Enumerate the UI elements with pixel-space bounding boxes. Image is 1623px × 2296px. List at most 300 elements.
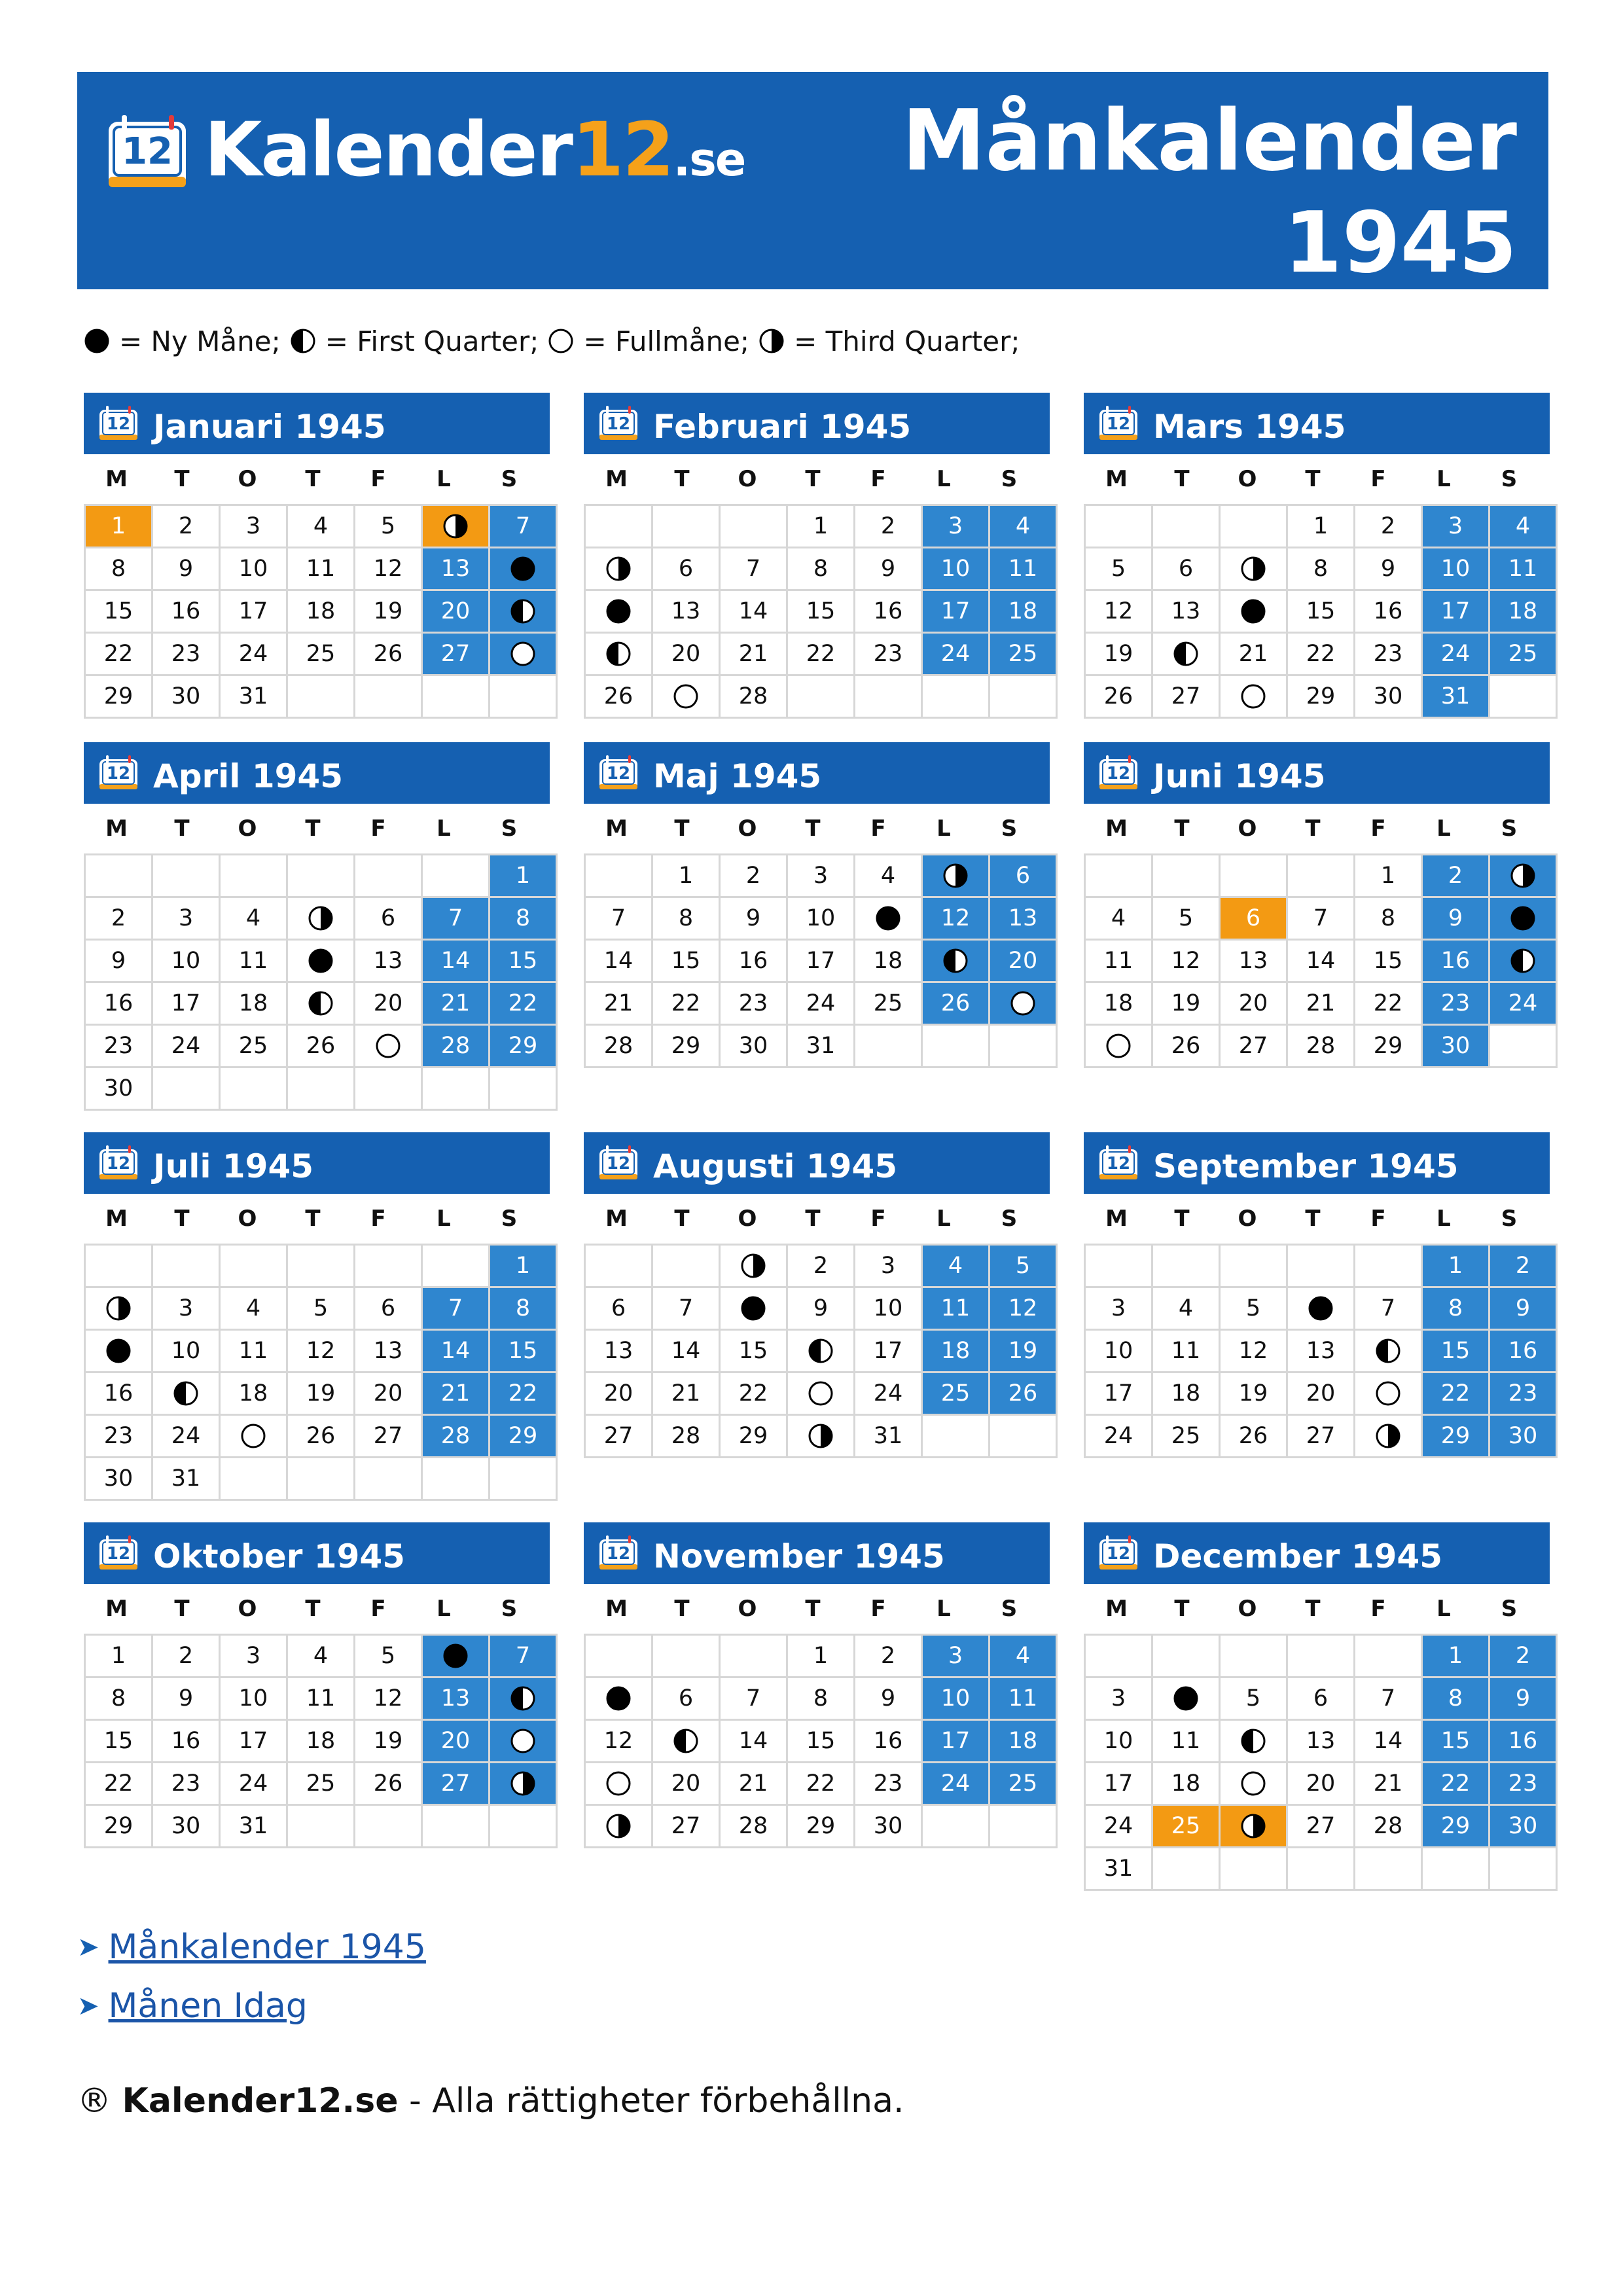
day-number: 2 <box>178 1643 194 1669</box>
third-quarter-icon <box>740 1253 766 1279</box>
weekday-label: L <box>936 816 951 842</box>
day-cell <box>1152 1372 1220 1415</box>
day-number: 7 <box>1380 1295 1396 1321</box>
day-cell <box>1489 505 1557 548</box>
new-moon-icon <box>510 556 536 582</box>
day-number: 11 <box>1008 1685 1038 1712</box>
weekday-label: M <box>105 1596 128 1622</box>
day-number: 16 <box>103 990 134 1016</box>
month-day-grid <box>84 1634 558 1848</box>
weekday-label: T <box>1174 1596 1190 1622</box>
day-number: 15 <box>1440 1338 1471 1364</box>
empty-day-cell <box>1355 1245 1422 1287</box>
day-number: 12 <box>373 556 403 582</box>
weekday-label: M <box>605 466 628 492</box>
day-cell <box>720 982 787 1025</box>
month-calendar <box>1084 1132 1550 1458</box>
week-row <box>585 1287 1057 1330</box>
calendar-icon <box>598 755 639 791</box>
day-number: 2 <box>880 513 896 539</box>
week-row <box>1085 633 1557 675</box>
day-cell <box>1287 897 1355 940</box>
day-number: 7 <box>678 1295 694 1321</box>
day-number: 29 <box>738 1423 768 1449</box>
day-cell <box>787 633 855 675</box>
empty-day-cell <box>422 1245 490 1287</box>
day-cell <box>287 1287 355 1330</box>
day-cell <box>652 940 720 982</box>
week-row <box>585 940 1057 982</box>
day-number: 22 <box>1306 641 1336 667</box>
moon-phase-cell <box>152 1372 220 1415</box>
footer-text: - Alla rättigheter förbehållna. <box>409 2081 904 2121</box>
day-number: 3 <box>1448 513 1463 539</box>
day-number: 4 <box>1111 905 1126 931</box>
day-number: 30 <box>1508 1423 1538 1449</box>
month-calendar <box>584 742 1050 1068</box>
empty-day-cell <box>1085 505 1152 548</box>
day-number: 1 <box>111 513 126 539</box>
empty-day-cell <box>1355 1635 1422 1677</box>
day-number: 27 <box>1306 1423 1336 1449</box>
week-row <box>85 675 557 718</box>
weekday-label: T <box>805 466 821 492</box>
day-number: 28 <box>440 1033 471 1059</box>
day-cell <box>585 982 652 1025</box>
day-number: 27 <box>373 1423 403 1449</box>
day-number: 20 <box>603 1380 633 1407</box>
moon-phase-cell <box>585 633 652 675</box>
moon-phase-cell <box>220 1415 287 1458</box>
day-number: 26 <box>1171 1033 1201 1059</box>
month-day-grid <box>584 1244 1058 1458</box>
first-quarter-icon <box>605 641 632 667</box>
day-number: 21 <box>1238 641 1268 667</box>
day-cell <box>990 940 1057 982</box>
week-row <box>1085 1720 1557 1763</box>
day-cell <box>220 1805 287 1848</box>
day-number: 15 <box>508 1338 538 1364</box>
empty-day-cell <box>85 1245 152 1287</box>
empty-day-cell <box>855 675 922 718</box>
day-cell <box>85 940 152 982</box>
day-cell <box>287 1720 355 1763</box>
day-number: 27 <box>1171 683 1201 709</box>
month-calendar <box>584 393 1050 719</box>
day-cell <box>152 1720 220 1763</box>
day-number: 19 <box>1238 1380 1268 1407</box>
empty-day-cell <box>855 1025 922 1067</box>
day-number: 17 <box>1103 1770 1133 1797</box>
day-cell <box>1085 982 1152 1025</box>
day-cell <box>922 1677 990 1720</box>
day-cell <box>220 1720 287 1763</box>
third-quarter-icon <box>442 513 469 539</box>
day-number: 10 <box>806 905 836 931</box>
month-header <box>84 1132 550 1194</box>
day-cell <box>1422 1245 1489 1287</box>
empty-day-cell <box>1355 1848 1422 1890</box>
day-number: 29 <box>1440 1813 1471 1839</box>
day-number: 22 <box>1440 1770 1471 1797</box>
day-number: 9 <box>880 556 896 582</box>
day-cell <box>652 1415 720 1458</box>
empty-day-cell <box>287 855 355 897</box>
day-cell <box>220 505 287 548</box>
day-cell <box>1287 505 1355 548</box>
day-cell <box>85 1458 152 1500</box>
day-cell <box>422 548 490 590</box>
month-header <box>84 742 550 804</box>
day-cell <box>990 1245 1057 1287</box>
day-cell <box>855 548 922 590</box>
legend-item <box>548 325 758 357</box>
moon-phase-cell <box>990 982 1057 1025</box>
day-number: 1 <box>111 1643 126 1669</box>
calendar-logo-icon <box>106 115 190 190</box>
day-cell <box>922 1763 990 1805</box>
moon-phase-cell <box>787 1415 855 1458</box>
day-number: 17 <box>1103 1380 1133 1407</box>
first-quarter-icon <box>290 328 316 354</box>
day-number: 14 <box>1373 1728 1403 1754</box>
day-number: 7 <box>448 1295 463 1321</box>
day-number: 8 <box>1448 1295 1463 1321</box>
day-cell <box>990 1677 1057 1720</box>
day-number: 25 <box>1508 641 1538 667</box>
empty-day-cell <box>1085 1245 1152 1287</box>
day-cell <box>1422 1372 1489 1415</box>
first-quarter-icon <box>510 1685 536 1712</box>
link-mankalender[interactable]: Månkalender 1945 <box>108 1928 426 1967</box>
day-cell <box>1287 590 1355 633</box>
day-number: 4 <box>245 1295 261 1321</box>
day-number: 25 <box>306 641 336 667</box>
day-number: 12 <box>1171 948 1201 974</box>
day-number: 3 <box>1111 1295 1126 1321</box>
day-number: 5 <box>313 1295 329 1321</box>
moon-phase-cell <box>490 633 557 675</box>
month-header <box>84 393 550 454</box>
day-cell <box>1489 982 1557 1025</box>
day-number: 23 <box>1373 641 1403 667</box>
day-number: 18 <box>1171 1770 1201 1797</box>
empty-day-cell <box>585 505 652 548</box>
month-calendar <box>584 1132 1050 1458</box>
day-cell <box>152 897 220 940</box>
month-title: Oktober 1945 <box>153 1537 405 1575</box>
empty-day-cell <box>1152 1635 1220 1677</box>
moon-phase-cell <box>585 1763 652 1805</box>
day-number: 13 <box>373 1338 403 1364</box>
day-cell <box>1287 1330 1355 1372</box>
weekday-label: T <box>174 1596 190 1622</box>
day-cell <box>720 1805 787 1848</box>
day-number: 18 <box>1008 598 1038 624</box>
link-manen-idag[interactable]: Månen Idag <box>108 1986 308 2026</box>
day-number: 20 <box>440 1728 471 1754</box>
day-cell <box>1152 982 1220 1025</box>
month-day-grid <box>584 1634 1058 1848</box>
weekday-label: O <box>1238 1206 1257 1232</box>
month-day-grid <box>84 1244 558 1501</box>
moon-phase-cell <box>855 897 922 940</box>
weekday-label: F <box>1370 1596 1386 1622</box>
day-cell <box>355 548 422 590</box>
day-cell <box>1489 1372 1557 1415</box>
moon-phase-cell <box>287 897 355 940</box>
weekday-label: S <box>1001 1596 1018 1622</box>
empty-day-cell <box>1287 1848 1355 1890</box>
day-number: 1 <box>515 1253 531 1279</box>
day-cell <box>1085 1848 1152 1890</box>
day-cell <box>1287 1415 1355 1458</box>
calendar-icon <box>598 1145 639 1181</box>
day-cell <box>1489 1287 1557 1330</box>
day-cell <box>1085 1805 1152 1848</box>
day-number: 14 <box>440 1338 471 1364</box>
day-number: 24 <box>238 641 268 667</box>
day-number: 30 <box>1440 1033 1471 1059</box>
weekday-label: O <box>738 1206 757 1232</box>
day-number: 23 <box>873 1770 903 1797</box>
day-cell <box>85 897 152 940</box>
day-cell <box>1422 940 1489 982</box>
day-number: 5 <box>1111 556 1126 582</box>
day-number: 13 <box>671 598 701 624</box>
day-number: 28 <box>671 1423 701 1449</box>
new-moon-icon <box>1308 1295 1334 1321</box>
day-cell <box>1152 548 1220 590</box>
new-moon-icon <box>605 598 632 624</box>
day-number: 31 <box>873 1423 903 1449</box>
day-cell <box>287 1372 355 1415</box>
day-number: 17 <box>873 1338 903 1364</box>
day-number: 2 <box>745 863 761 889</box>
day-number: 13 <box>440 556 471 582</box>
day-cell <box>787 590 855 633</box>
day-number: 18 <box>306 598 336 624</box>
week-row <box>1085 982 1557 1025</box>
day-cell <box>1489 590 1557 633</box>
week-row <box>85 1025 557 1067</box>
empty-day-cell <box>287 1245 355 1287</box>
empty-day-cell <box>1085 855 1152 897</box>
weekday-label: O <box>238 1206 257 1232</box>
moon-phase-cell <box>1152 633 1220 675</box>
svg-text:12: 12 <box>1106 764 1131 783</box>
week-row <box>585 633 1057 675</box>
weekday-label: L <box>936 1596 951 1622</box>
month-header <box>1084 1132 1550 1194</box>
week-row <box>85 1677 557 1720</box>
empty-day-cell <box>355 1245 422 1287</box>
day-number: 10 <box>171 1338 201 1364</box>
day-cell <box>1152 1415 1220 1458</box>
day-cell <box>1422 897 1489 940</box>
month-title: Juni 1945 <box>1153 757 1326 795</box>
day-cell <box>422 940 490 982</box>
first-quarter-icon <box>308 990 334 1016</box>
third-quarter-icon <box>605 1813 632 1839</box>
day-cell <box>220 897 287 940</box>
day-cell <box>85 505 152 548</box>
month-icon-wrap <box>1098 1145 1139 1183</box>
day-cell <box>855 1805 922 1848</box>
day-cell <box>490 982 557 1025</box>
day-cell <box>422 633 490 675</box>
weekday-label: L <box>437 466 451 492</box>
day-cell <box>922 548 990 590</box>
day-number: 28 <box>1373 1813 1403 1839</box>
day-cell <box>720 897 787 940</box>
day-number: 18 <box>1508 598 1538 624</box>
day-number: 7 <box>515 513 531 539</box>
moon-phase-cell <box>1489 940 1557 982</box>
day-number: 24 <box>1440 641 1471 667</box>
day-number: 9 <box>1515 1685 1531 1712</box>
day-number: 7 <box>745 1685 761 1712</box>
day-cell <box>990 855 1057 897</box>
day-cell <box>585 1372 652 1415</box>
calendar-icon <box>1098 755 1139 791</box>
day-number: 15 <box>103 1728 134 1754</box>
day-cell <box>855 1330 922 1372</box>
day-cell <box>85 675 152 718</box>
day-number: 5 <box>380 513 396 539</box>
day-cell <box>152 505 220 548</box>
weekday-label: O <box>1238 466 1257 492</box>
day-cell <box>355 633 422 675</box>
day-number: 14 <box>603 948 633 974</box>
month-title: Februari 1945 <box>653 408 912 446</box>
day-cell <box>855 505 922 548</box>
full-moon-icon <box>1010 990 1036 1016</box>
weekday-header-row <box>84 804 542 853</box>
day-cell <box>85 590 152 633</box>
month-icon-wrap <box>98 406 139 444</box>
day-number: 21 <box>671 1380 701 1407</box>
day-number: 31 <box>806 1033 836 1059</box>
week-row <box>585 590 1057 633</box>
empty-day-cell <box>152 855 220 897</box>
day-cell <box>855 1415 922 1458</box>
day-cell <box>1422 1763 1489 1805</box>
day-number: 21 <box>738 641 768 667</box>
new-moon-icon <box>1240 598 1266 624</box>
day-number: 22 <box>1440 1380 1471 1407</box>
day-number: 24 <box>171 1033 201 1059</box>
empty-day-cell <box>922 675 990 718</box>
day-cell <box>287 1025 355 1067</box>
day-number: 27 <box>603 1423 633 1449</box>
day-cell <box>422 1415 490 1458</box>
day-cell <box>85 1025 152 1067</box>
weekday-label: M <box>605 816 628 842</box>
day-number: 6 <box>678 556 694 582</box>
moon-phase-cell <box>490 548 557 590</box>
month-icon-wrap <box>598 1535 639 1573</box>
full-moon-icon <box>510 1728 536 1754</box>
day-number: 7 <box>1380 1685 1396 1712</box>
day-number: 31 <box>238 683 268 709</box>
month-title: Augusti 1945 <box>653 1147 898 1185</box>
empty-day-cell <box>1220 505 1287 548</box>
moon-phase-cell <box>422 1635 490 1677</box>
day-number: 20 <box>1306 1380 1336 1407</box>
day-cell <box>152 1635 220 1677</box>
weekday-header-row <box>84 454 542 504</box>
day-number: 12 <box>1008 1295 1038 1321</box>
day-cell <box>585 897 652 940</box>
day-cell <box>422 982 490 1025</box>
day-cell <box>1287 1720 1355 1763</box>
day-number: 30 <box>171 683 201 709</box>
day-number: 2 <box>1515 1253 1531 1279</box>
day-number: 26 <box>306 1033 336 1059</box>
week-row <box>585 1372 1057 1415</box>
day-cell <box>1085 633 1152 675</box>
month-title: Mars 1945 <box>1153 408 1346 446</box>
day-cell <box>220 1287 287 1330</box>
first-quarter-icon <box>808 1338 834 1364</box>
day-number: 16 <box>103 1380 134 1407</box>
svg-text:12: 12 <box>122 130 173 173</box>
day-cell <box>1220 1287 1287 1330</box>
calendar-icon <box>98 755 139 791</box>
day-cell <box>990 1287 1057 1330</box>
day-number: 5 <box>1015 1253 1031 1279</box>
day-cell <box>1355 940 1422 982</box>
empty-day-cell <box>652 1635 720 1677</box>
day-number: 10 <box>940 556 971 582</box>
day-cell <box>1489 1330 1557 1372</box>
day-cell <box>220 1330 287 1372</box>
day-number: 26 <box>1008 1380 1038 1407</box>
week-row <box>1085 1245 1557 1287</box>
day-cell <box>1489 1720 1557 1763</box>
day-cell <box>85 1805 152 1848</box>
weekday-label: L <box>437 1206 451 1232</box>
calendar-icon <box>98 1145 139 1181</box>
day-cell <box>720 1720 787 1763</box>
day-number: 3 <box>948 1643 963 1669</box>
week-row <box>585 1805 1057 1848</box>
moon-phase-cell <box>1220 1763 1287 1805</box>
day-cell <box>85 1415 152 1458</box>
day-cell <box>490 1372 557 1415</box>
weekday-label: M <box>1105 1206 1128 1232</box>
weekday-label: F <box>870 816 886 842</box>
day-number: 20 <box>1238 990 1268 1016</box>
weekday-label: T <box>174 1206 190 1232</box>
day-number: 21 <box>1373 1770 1403 1797</box>
day-number: 11 <box>940 1295 971 1321</box>
weekday-label: T <box>674 816 690 842</box>
day-cell <box>652 548 720 590</box>
day-cell <box>85 633 152 675</box>
day-cell <box>1152 1805 1220 1848</box>
month-icon-wrap <box>598 755 639 793</box>
weekday-label: T <box>305 466 321 492</box>
moon-phase-cell <box>287 940 355 982</box>
day-cell <box>855 1635 922 1677</box>
day-cell <box>1422 633 1489 675</box>
day-number: 2 <box>178 513 194 539</box>
day-cell <box>720 1025 787 1067</box>
moon-phase-cell <box>652 1720 720 1763</box>
day-number: 20 <box>671 641 701 667</box>
